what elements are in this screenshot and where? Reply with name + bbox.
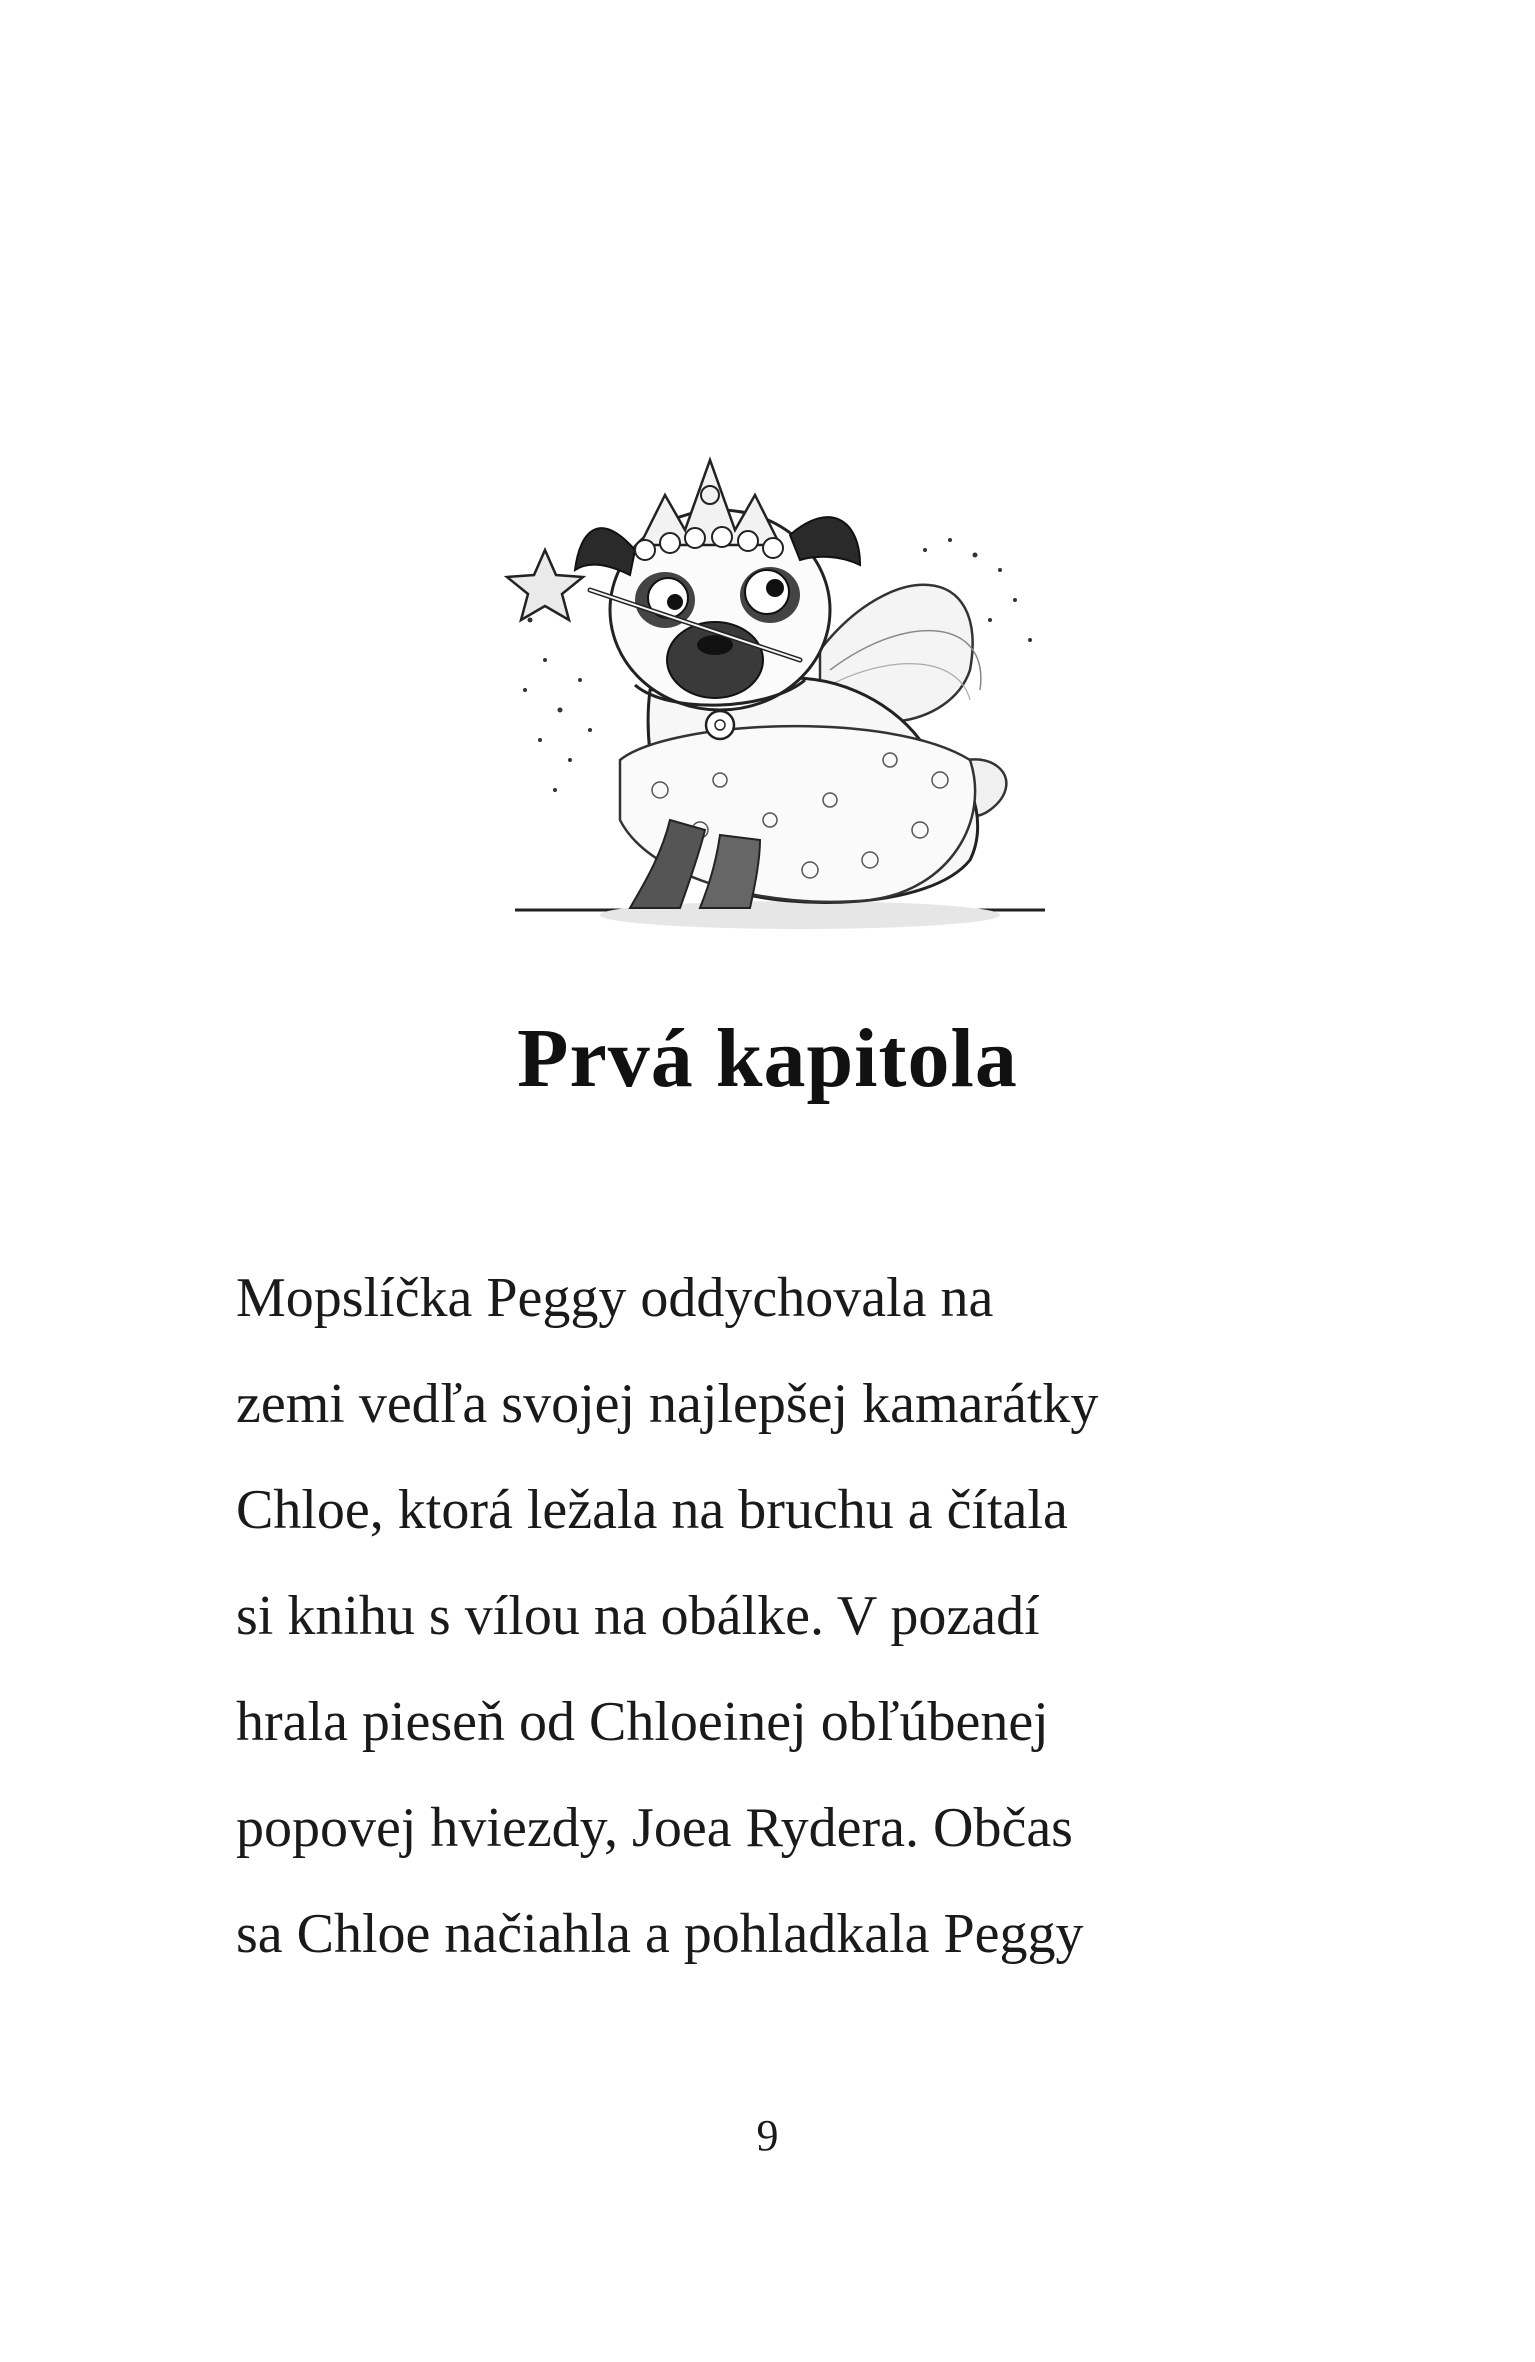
body-line: Mopslíčka Peggy oddychovala na [236,1267,994,1329]
body-paragraph [236,1245,1336,1987]
body-line: popovej hviezdy, Joea Rydera. Občas [236,1797,1073,1859]
body-line: sa Chloe načiahla a pohladkala Peggy [236,1903,1084,1965]
body-line: Chloe, ktorá ležala na bruchu a čítala [236,1479,1068,1541]
page-number: 9 [756,2111,779,2160]
body-line: zemi vedľa svojej najlepšej kamarátky [236,1373,1099,1435]
body-line: si knihu s vílou na obálke. V pozadí [236,1585,1040,1647]
body-line: hrala pieseň od Chloeinej obľúbenej [236,1691,1049,1753]
chapter-title: Prvá kapitola [517,1012,1018,1105]
fairy-pug-illustration-icon [470,440,1070,970]
